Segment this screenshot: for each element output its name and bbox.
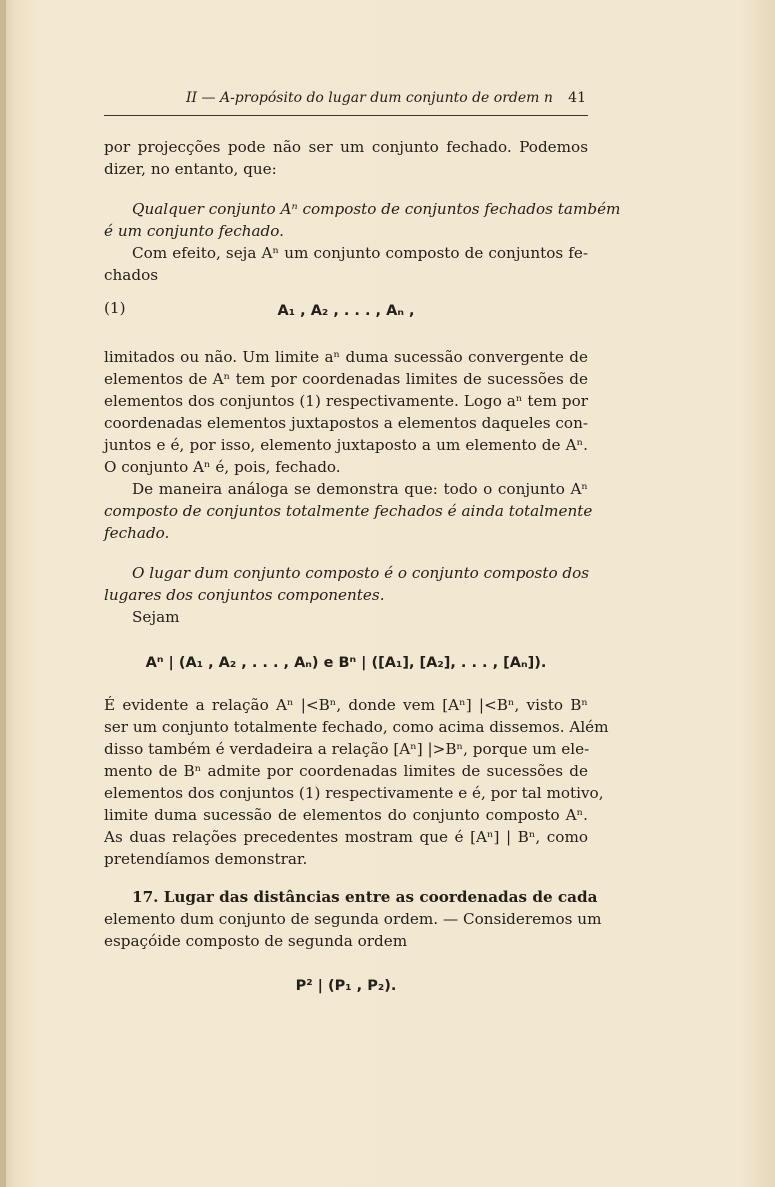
equation: A₁ , A₂ , . . . , Aₙ ,: [277, 303, 415, 319]
equation: P² | (P₁ , P₂).: [295, 978, 397, 994]
text-line: composto de conjuntos totalmente fechados é ainda totalmente: [104, 502, 593, 520]
text-line: espaçóide composto de segunda ordem: [104, 932, 408, 950]
text-line: elementos de Aⁿ tem por coordenadas limites de sucessões de: [104, 370, 588, 388]
text-line: mento de Bⁿ admite por coordenadas limites de sucessões de: [104, 762, 588, 780]
theorem-line: é um conjunto fechado.: [104, 222, 284, 240]
theorem-line: Qualquer conjunto Aⁿ composto de conjuntos fechados também: [132, 200, 621, 218]
text-line: juntos e é, por isso, elemento juxtaposto a um elemento de Aⁿ.: [104, 436, 588, 454]
equation: Aⁿ | (A₁ , A₂ , . . . , Aₙ) e Bⁿ | ([A₁], [A₂], . . . , [Aₙ]).: [145, 655, 547, 671]
header-rule: [104, 115, 588, 116]
text-line: Sejam: [132, 608, 180, 626]
text-line: ser um conjunto totalmente fechado, como acima dissemos. Além: [104, 718, 609, 736]
section-heading-line: elemento dum conjunto de segunda ordem. — Consideremos um: [104, 910, 602, 928]
text-line: De maneira análoga se demonstra que: todo o conjunto Aⁿ: [132, 480, 588, 498]
running-title: II — A-propósito do lugar dum conjunto de ordem n: [186, 90, 553, 106]
text-line: As duas relações precedentes mostram que é [Aⁿ] | Bⁿ, como: [104, 828, 588, 846]
text-line: elementos dos conjuntos (1) respectivamente e é, por tal motivo,: [104, 784, 604, 802]
text-line: coordenadas elementos juxtapostos a elementos daqueles con-: [104, 414, 588, 432]
text-line: limitados ou não. Um limite aⁿ duma sucessão convergente de: [104, 348, 588, 366]
text-line: por projecções pode não ser um conjunto fechado. Podemos: [104, 138, 588, 156]
theorem-line: O lugar dum conjunto composto é o conjunto composto dos: [132, 564, 590, 582]
text-line: É evidente a relação Aⁿ |<Bⁿ, donde vem [Aⁿ] |<Bⁿ, visto Bⁿ: [104, 696, 588, 714]
theorem-line: lugares dos conjuntos componentes.: [104, 586, 385, 604]
page-number: 41: [568, 90, 586, 106]
text-line: chados: [104, 266, 159, 284]
equation-number: (1): [104, 299, 126, 317]
text-line: dizer, no entanto, que:: [104, 160, 277, 178]
running-header: [104, 90, 588, 110]
text-line: elementos dos conjuntos (1) respectivamente. Logo aⁿ tem por: [104, 392, 588, 410]
text-line: pretendíamos demonstrar.: [104, 850, 308, 868]
text-line: fechado.: [104, 524, 170, 542]
text-line: Com efeito, seja Aⁿ um conjunto composto de conjuntos fe-: [132, 244, 588, 262]
text-line: limite duma sucessão de elementos do conjunto composto Aⁿ.: [104, 806, 588, 824]
text-line: disso também é verdadeira a relação [Aⁿ] |>Bⁿ, porque um ele-: [104, 740, 590, 758]
text-line: O conjunto Aⁿ é, pois, fechado.: [104, 458, 341, 476]
section-heading: 17. Lugar das distâncias entre as coordenadas de cada: [132, 888, 598, 906]
